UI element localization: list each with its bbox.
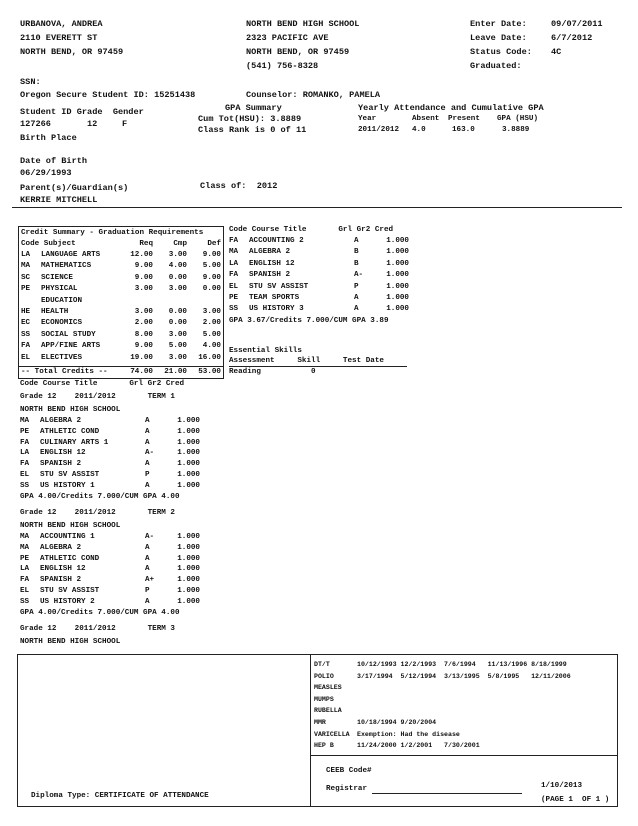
student-address-line1: 2110 EVERETT ST: [20, 33, 98, 43]
course-row: [229, 247, 419, 258]
credit-def: 9.00: [202, 273, 221, 282]
gpa-summary-title: GPA Summary: [225, 103, 282, 113]
enter-date-label: Enter Date:: [470, 19, 527, 29]
credit-def: 3.00: [202, 308, 221, 316]
course-title: ACCOUNTING 1: [40, 533, 95, 541]
course-credit: 1.000: [177, 533, 200, 541]
course-grade: A: [145, 417, 150, 425]
course-header-right: Code Course Title Grl Gr2 Cred: [229, 226, 394, 234]
issue-date: 1/10/2013: [541, 782, 583, 790]
course-credit: 1.000: [386, 259, 409, 268]
skills-title: Essential Skills: [229, 347, 302, 355]
credit-subject: LANGUAGE ARTS: [41, 251, 101, 259]
course-grade: A: [354, 294, 359, 302]
course-code: LA: [229, 259, 239, 268]
enter-date-value: 09/07/2011: [551, 19, 603, 29]
term-school: NORTH BEND HIGH SCHOOL: [20, 522, 121, 530]
course-row: [20, 427, 210, 438]
credit-summary-row: [21, 341, 223, 352]
credit-subject: SOCIAL STUDY: [41, 330, 96, 339]
credit-def: 5.00: [202, 330, 221, 339]
credit-summary-row: [21, 273, 223, 284]
immunization-name: POLIO: [314, 672, 334, 680]
credit-code: LA: [21, 251, 31, 259]
school-address-line1: 2323 PACIFIC AVE: [246, 33, 329, 43]
gpa-cumulative: Cum Tot(HSU): 3.8889: [198, 114, 302, 124]
course-grade: A: [354, 237, 359, 245]
course-grade: A: [354, 305, 359, 314]
course-code: FA: [20, 438, 30, 447]
credit-summary-headers: [21, 239, 223, 250]
course-credit: 1.000: [177, 587, 200, 595]
immunization-name: RUBELLA: [314, 707, 342, 715]
credit-total-label: -- Total Credits --: [21, 368, 108, 376]
credit-summary-row: [21, 284, 223, 295]
course-title: TEAM SPORTS: [249, 294, 300, 302]
course-code: PE: [229, 294, 239, 302]
course-code: SS: [20, 481, 30, 490]
course-row: [20, 597, 210, 608]
credit-subject: ELECTIVES: [41, 353, 83, 362]
credit-code: FA: [21, 342, 31, 351]
attendance-header-present: Present: [448, 115, 480, 123]
credit-req: 3.00: [134, 285, 153, 294]
credit-total-cmp: 21.00: [164, 368, 187, 376]
header-code-subject: Code Subject: [21, 240, 76, 248]
credit-req: 19.00: [130, 353, 153, 362]
course-grade: A: [145, 543, 150, 552]
credit-summary-row: [21, 261, 223, 272]
credit-def: 0.00: [202, 285, 221, 294]
page-indicator: (PAGE 1 OF 1 ): [541, 796, 610, 804]
credit-total-row: [21, 367, 223, 378]
course-title: ATHLETIC COND: [40, 427, 100, 436]
credit-subject: EDUCATION: [41, 296, 83, 305]
credit-code: HE: [21, 308, 31, 316]
credit-summary-row: [21, 330, 223, 341]
course-title: ENGLISH 12: [40, 565, 86, 574]
term-gpa: GPA 4.00/Credits 7.000/CUM GPA 4.00: [20, 608, 180, 617]
course-row: [229, 282, 419, 293]
term-label: Grade 12 2011/2012 TERM 3: [20, 625, 175, 633]
credit-req: 9.00: [134, 273, 153, 282]
credit-def: 2.00: [202, 319, 221, 328]
skills-row: Reading 0: [229, 368, 316, 376]
credit-cmp: 5.00: [168, 342, 187, 351]
course-code: SS: [229, 305, 239, 314]
registrar-signature-line: [372, 793, 522, 794]
credit-total-def: 53.00: [198, 368, 221, 376]
term-label: Grade 12 2011/2012 TERM 1: [20, 393, 175, 401]
course-code: MA: [229, 248, 239, 257]
course-title: SPANISH 2: [249, 271, 291, 280]
course-credit: 1.000: [177, 543, 200, 552]
course-row: [20, 416, 210, 427]
status-code-value: 4C: [551, 47, 562, 57]
course-code: EL: [20, 471, 30, 479]
course-row: [229, 259, 419, 270]
course-row: [20, 459, 210, 470]
course-title: ALGEBRA 2: [40, 417, 82, 425]
credit-subject: APP/FINE ARTS: [41, 342, 101, 351]
credit-code: SS: [21, 330, 31, 339]
term-school: NORTH BEND HIGH SCHOOL: [20, 406, 121, 414]
course-credit: 1.000: [177, 597, 200, 606]
term-gpa: GPA 4.00/Credits 7.000/CUM GPA 4.00: [20, 492, 180, 501]
credit-req: 3.00: [134, 308, 153, 316]
course-row: [20, 586, 210, 597]
credit-summary-title: Credit Summary - Graduation Requirements: [21, 229, 204, 237]
course-grade: P: [145, 471, 150, 479]
status-code-label: Status Code:: [470, 47, 532, 57]
immunization-name: VARICELLA: [314, 730, 350, 738]
credit-summary-row: [21, 318, 223, 329]
dob-label: Date of Birth: [20, 156, 88, 166]
credit-req: 12.00: [130, 251, 153, 259]
course-row: [20, 448, 210, 459]
course-row: [20, 564, 210, 575]
class-of: Class of: 2012: [200, 181, 278, 191]
course-row: [229, 270, 419, 281]
grade-value: 12: [87, 119, 98, 129]
course-grade: A: [145, 597, 150, 606]
course-credit: 1.000: [177, 427, 200, 436]
course-credit: 1.000: [177, 460, 200, 469]
credit-code: PE: [21, 285, 31, 294]
credit-subject: ECONOMICS: [41, 319, 83, 328]
course-credit: 1.000: [177, 576, 200, 585]
course-credit: 1.000: [386, 237, 409, 245]
header-def: Def: [207, 240, 221, 248]
skills-headers: Assessment Skill Test Date: [229, 357, 384, 365]
course-title: ALGEBRA 2: [40, 543, 82, 552]
immunization-dates: 3/17/1994 5/12/1994 3/13/1995 5/8/1995 12/11/2006: [357, 672, 571, 680]
birth-place-label: Birth Place: [20, 133, 77, 143]
gender-value: F: [122, 119, 128, 129]
course-credit: 1.000: [177, 417, 200, 425]
immunization-dates: 10/18/1994 9/20/2004: [357, 719, 437, 726]
credit-cmp: 3.00: [168, 330, 187, 339]
course-title: ALGEBRA 2: [249, 248, 291, 257]
course-row: [229, 236, 419, 247]
credit-code: EC: [21, 319, 31, 328]
term-gpa: GPA 3.67/Credits 7.000/CUM GPA 3.89: [229, 316, 389, 325]
student-id-value: 127266: [20, 119, 51, 129]
dob-value: 06/29/1993: [20, 168, 72, 178]
course-header-left: Code Course Title Grl Gr2 Cred: [20, 380, 185, 388]
credit-code: EL: [21, 353, 31, 362]
credit-cmp: 3.00: [168, 251, 187, 259]
attendance-header-absent: Absent: [412, 115, 440, 123]
course-grade: A: [145, 427, 150, 436]
course-title: STU SV ASSIST: [40, 587, 100, 595]
course-code: LA: [20, 449, 30, 458]
header-req: Req: [139, 240, 153, 248]
graduated-label: Graduated:: [470, 61, 522, 71]
immunization-dates: Exemption: Had the disease: [357, 730, 460, 738]
school-phone: (541) 756-8328: [246, 61, 319, 71]
course-credit: 1.000: [386, 305, 409, 314]
credit-def: 16.00: [198, 353, 221, 362]
course-code: PE: [20, 554, 30, 563]
attendance-absent: 4.0: [412, 126, 426, 134]
immunization-dates: 10/12/1993 12/2/1993 7/6/1994 11/13/1996 8/18/1999: [357, 661, 567, 668]
course-title: ENGLISH 12: [249, 259, 295, 268]
course-code: MA: [20, 543, 30, 552]
attendance-header-year: Year: [358, 115, 377, 123]
class-rank: Class Rank is 0 of 11: [198, 125, 307, 135]
immunization-name: MEASLES: [314, 684, 342, 692]
course-row: [20, 481, 210, 492]
course-grade: P: [354, 282, 359, 291]
immunization-name: DT/T: [314, 661, 330, 668]
course-code: PE: [20, 427, 30, 436]
parent-value: KERRIE MITCHELL: [20, 195, 98, 205]
course-credit: 1.000: [177, 449, 200, 458]
credit-subject: SCIENCE: [41, 273, 73, 282]
course-credit: 1.000: [177, 438, 200, 447]
credit-def: 4.00: [202, 342, 221, 351]
credit-subject: PHYSICAL: [41, 285, 78, 294]
ssn-label: SSN:: [20, 77, 41, 87]
credit-req: 2.00: [134, 319, 153, 328]
course-code: FA: [20, 460, 30, 469]
credit-cmp: 0.00: [168, 308, 187, 316]
student-address-line2: NORTH BEND, OR 97459: [20, 47, 124, 57]
course-title: US HISTORY 1: [40, 481, 95, 490]
course-credit: 1.000: [386, 248, 409, 257]
parent-label: Parent(s)/Guardian(s): [20, 183, 129, 193]
course-grade: A-: [145, 449, 155, 458]
course-title: US HISTORY 3: [249, 305, 304, 314]
immunization-name: HEP B: [314, 742, 334, 750]
school-name: NORTH BEND HIGH SCHOOL: [246, 19, 360, 29]
credit-cmp: 0.00: [168, 273, 187, 282]
ceeb-code: CEEB Code#: [326, 767, 372, 775]
course-credit: 1.000: [177, 554, 200, 563]
course-grade: A-: [145, 533, 155, 541]
credit-summary-box: [18, 226, 224, 379]
leave-date-value: 6/7/2012: [551, 33, 593, 43]
footer-horizontal-divider: [310, 755, 617, 756]
attendance-gpa: 3.8889: [502, 126, 530, 134]
student-info-header: Student ID Grade Gender: [20, 107, 144, 117]
header-divider: [12, 207, 622, 208]
attendance-header-gpa: GPA (HSU): [497, 115, 539, 123]
course-code: EL: [20, 587, 30, 595]
course-credit: 1.000: [386, 294, 409, 302]
credit-code: MA: [21, 262, 31, 271]
counselor: Counselor: ROMANKO, PAMELA: [246, 90, 381, 100]
credit-summary-row: [21, 250, 223, 261]
course-credit: 1.000: [386, 282, 409, 291]
course-title: US HISTORY 2: [40, 597, 95, 606]
course-title: CULINARY ARTS 1: [40, 438, 109, 447]
credit-summary-row: [21, 353, 223, 364]
credit-def: 9.00: [202, 251, 221, 259]
course-grade: A: [145, 554, 150, 563]
course-credit: 1.000: [177, 565, 200, 574]
course-title: ATHLETIC COND: [40, 554, 100, 563]
course-code: EL: [229, 282, 239, 291]
course-code: LA: [20, 565, 30, 574]
course-title: SPANISH 2: [40, 460, 82, 469]
credit-req: 9.00: [134, 342, 153, 351]
course-grade: B: [354, 259, 359, 268]
course-credit: 1.000: [177, 471, 200, 479]
immunization-name: MMR: [314, 719, 326, 726]
immunization-name: MUMPS: [314, 695, 334, 703]
course-code: SS: [20, 597, 30, 606]
course-code: MA: [20, 417, 30, 425]
attendance-present: 163.0: [452, 126, 475, 134]
course-code: MA: [20, 533, 30, 541]
course-title: ACCOUNTING 2: [249, 237, 304, 245]
school-address-line2: NORTH BEND, OR 97459: [246, 47, 350, 57]
registrar-label: Registrar: [326, 785, 368, 793]
attendance-title: Yearly Attendance and Cumulative GPA: [358, 103, 544, 113]
course-title: SPANISH 2: [40, 576, 82, 585]
course-grade: A-: [354, 271, 364, 280]
credit-total-req: 74.00: [130, 368, 153, 376]
footer-vertical-divider: [310, 655, 311, 806]
course-credit: 1.000: [386, 271, 409, 280]
oregon-student-id: Oregon Secure Student ID: 15251438: [20, 90, 196, 100]
credit-cmp: 3.00: [168, 353, 187, 362]
course-row: [20, 575, 210, 586]
course-grade: A: [145, 565, 150, 574]
course-grade: B: [354, 248, 359, 257]
footer-box: [17, 654, 618, 807]
course-grade: A: [145, 460, 150, 469]
course-row: [229, 304, 419, 315]
course-credit: 1.000: [177, 481, 200, 490]
course-title: STU SV ASSIST: [249, 282, 309, 291]
course-row: [20, 543, 210, 554]
credit-code: SC: [21, 273, 31, 282]
credit-def: 5.00: [202, 262, 221, 271]
leave-date-label: Leave Date:: [470, 33, 527, 43]
immunization-dates: 11/24/2000 1/2/2001 7/30/2001: [357, 742, 480, 750]
course-grade: A: [145, 481, 150, 490]
course-row: [229, 293, 419, 304]
credit-cmp: 0.00: [168, 319, 187, 328]
credit-subject: MATHEMATICS: [41, 262, 92, 271]
term-school: NORTH BEND HIGH SCHOOL: [20, 638, 121, 646]
credit-cmp: 4.00: [168, 262, 187, 271]
credit-req: 9.00: [134, 262, 153, 271]
course-code: FA: [20, 576, 30, 585]
credit-subject: HEALTH: [41, 308, 69, 316]
credit-cmp: 3.00: [168, 285, 187, 294]
attendance-year: 2011/2012: [358, 126, 400, 134]
course-code: FA: [229, 271, 239, 280]
header-cmp: Cmp: [173, 240, 187, 248]
course-grade: A+: [145, 576, 155, 585]
course-grade: A: [145, 438, 150, 447]
term-label: Grade 12 2011/2012 TERM 2: [20, 509, 175, 517]
course-row: [20, 438, 210, 449]
diploma-type: Diploma Type: CERTIFICATE OF ATTENDANCE: [31, 792, 209, 800]
student-name: URBANOVA, ANDREA: [20, 19, 103, 29]
credit-req: 8.00: [134, 330, 153, 339]
credit-summary-row: [21, 296, 223, 307]
course-code: FA: [229, 237, 239, 245]
course-title: STU SV ASSIST: [40, 471, 100, 479]
course-row: [20, 470, 210, 481]
course-row: [20, 554, 210, 565]
course-row: [20, 532, 210, 543]
course-grade: P: [145, 587, 150, 595]
credit-summary-row: [21, 307, 223, 318]
course-title: ENGLISH 12: [40, 449, 86, 458]
